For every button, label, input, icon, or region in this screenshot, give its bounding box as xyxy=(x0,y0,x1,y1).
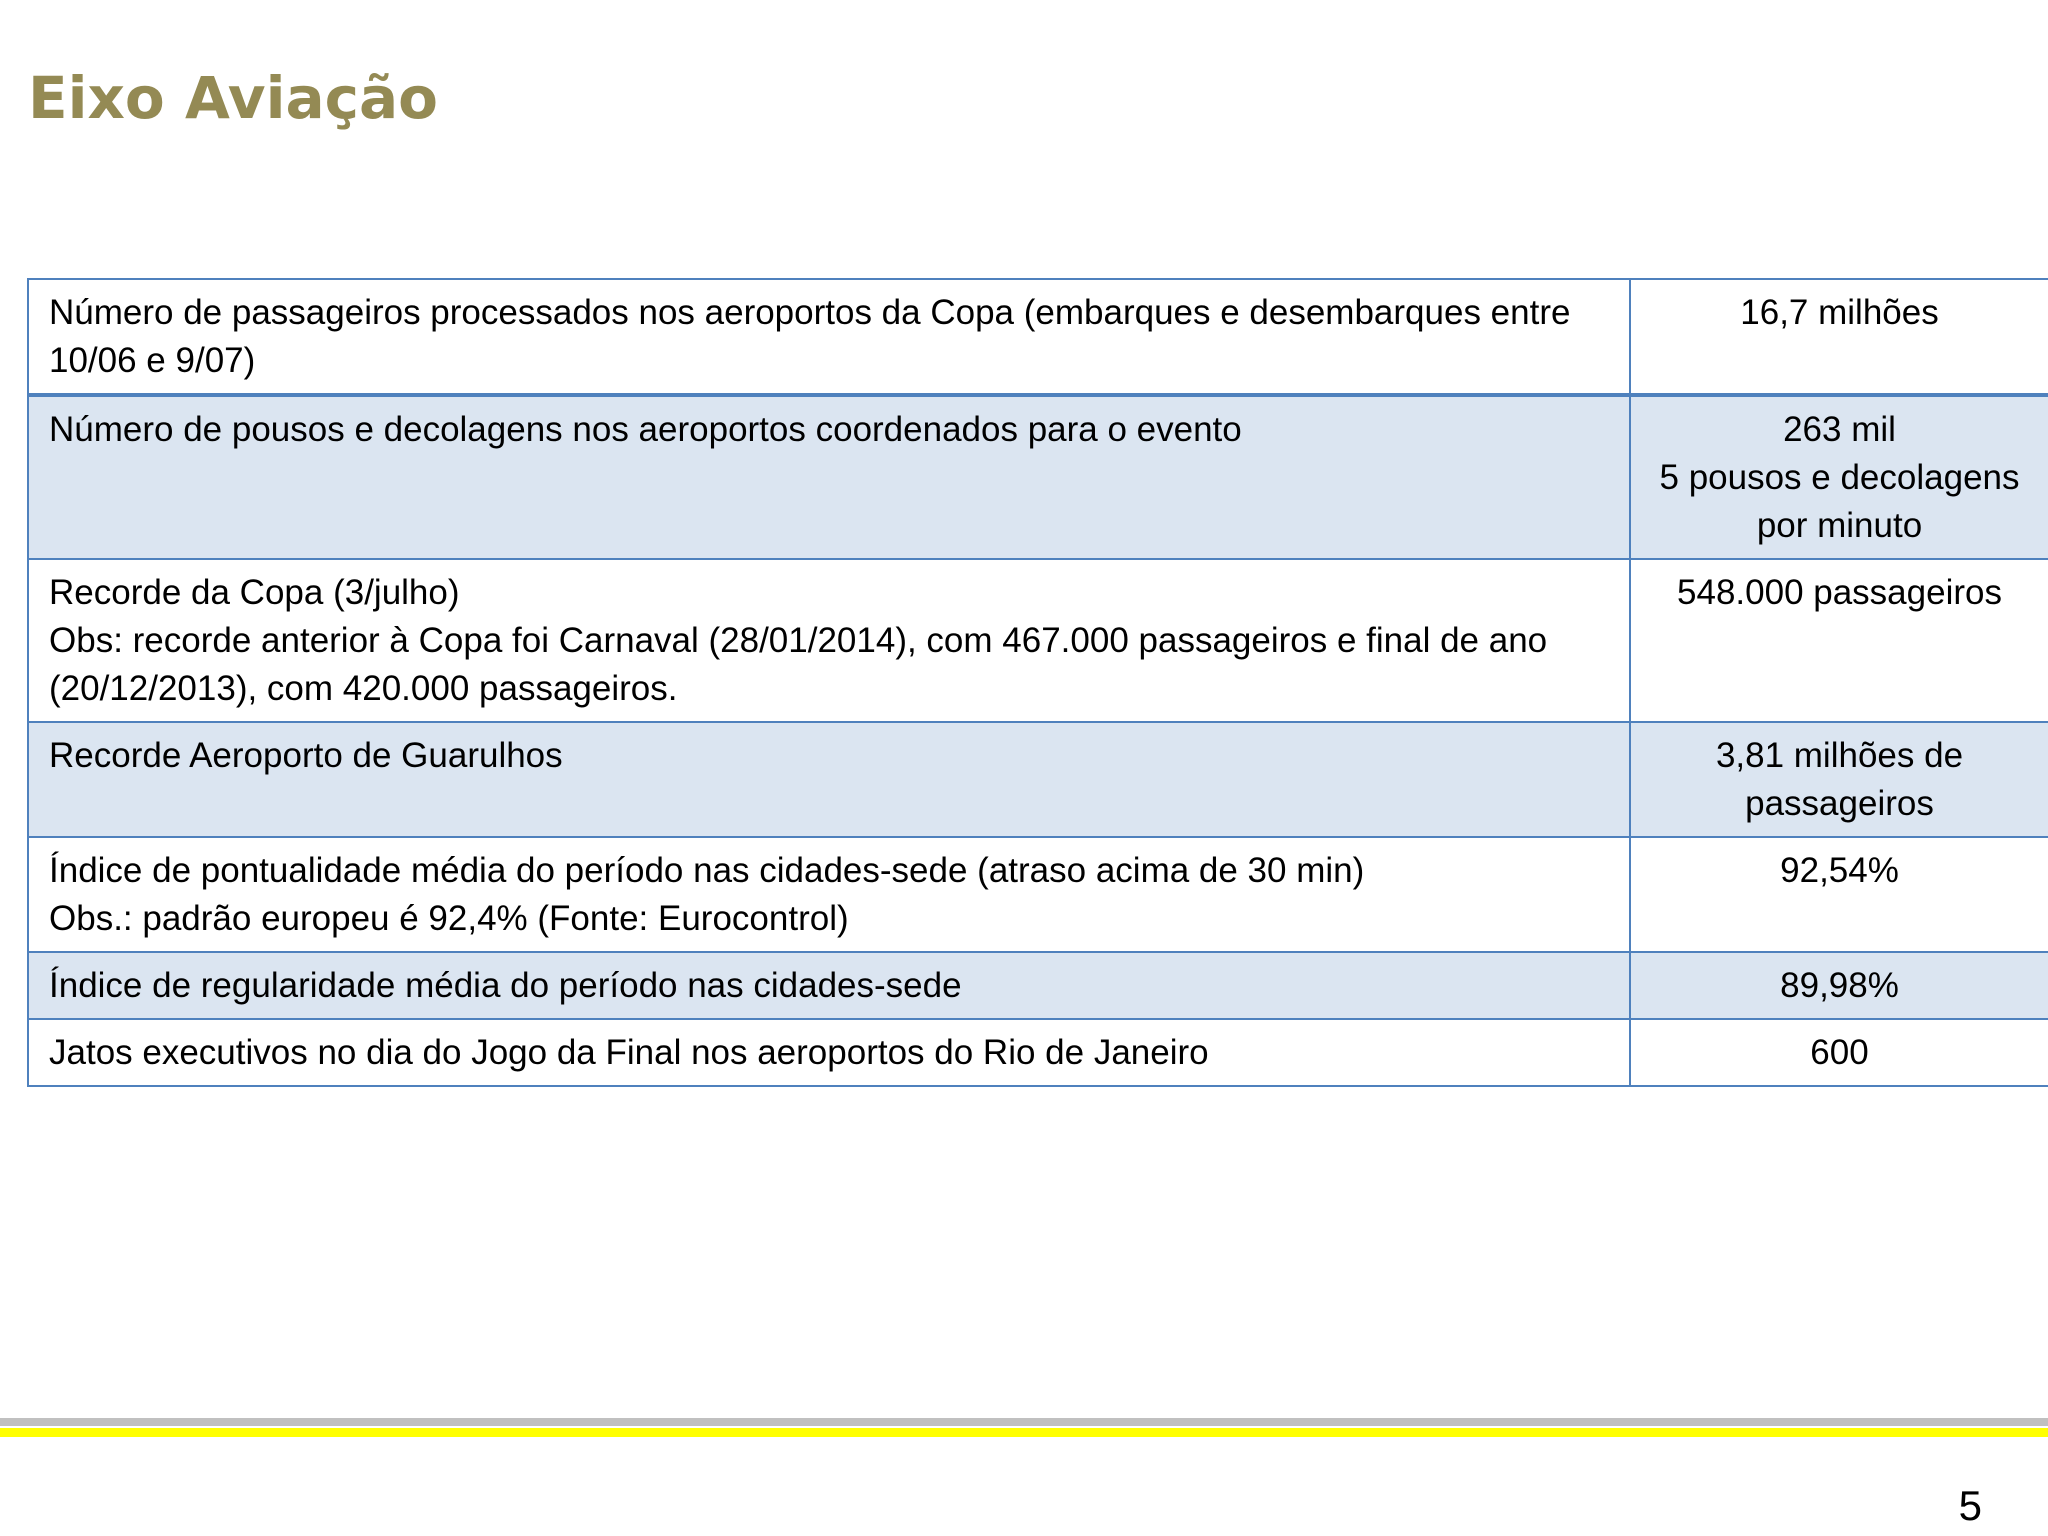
page-number: 5 xyxy=(1958,1482,1982,1529)
footer-divider-yellow xyxy=(0,1428,2048,1437)
row-value: 548.000 passageiros xyxy=(1630,559,2048,722)
row-description: Índice de regularidade média do período nas cidades-sede xyxy=(28,952,1630,1019)
row-description: Recorde da Copa (3/julho) Obs: recorde anterior à Copa foi Carnaval (28/01/2014), com 467.000 passageiros e final de ano (20/12/2013), com 420.000 passageiros. xyxy=(28,559,1630,722)
table-row xyxy=(28,279,2048,395)
table-row xyxy=(28,952,2048,1019)
table-row xyxy=(28,837,2048,952)
row-value: 16,7 milhões xyxy=(1630,279,2048,395)
table-row xyxy=(28,559,2048,722)
row-description: Recorde Aeroporto de Guarulhos xyxy=(28,722,1630,837)
slide-title: Eixo Aviação xyxy=(28,64,438,132)
footer-divider-gray xyxy=(0,1418,2048,1426)
row-description: Índice de pontualidade média do período nas cidades-sede (atraso acima de 30 min) Obs.: padrão europeu é 92,4% (Fonte: Eurocontrol) xyxy=(28,837,1630,952)
row-description: Número de passageiros processados nos aeroportos da Copa (embarques e desembarques entre 10/06 e 9/07) xyxy=(28,279,1630,395)
row-value: 3,81 milhões de passageiros xyxy=(1630,722,2048,837)
row-value: 263 mil 5 pousos e decolagens por minuto xyxy=(1630,395,2048,559)
row-description: Número de pousos e decolagens nos aeroportos coordenados para o evento xyxy=(28,395,1630,559)
row-description: Jatos executivos no dia do Jogo da Final nos aeroportos do Rio de Janeiro xyxy=(28,1019,1630,1086)
row-value: 89,98% xyxy=(1630,952,2048,1019)
table-row xyxy=(28,1019,2048,1086)
row-value: 600 xyxy=(1630,1019,2048,1086)
table-row xyxy=(28,395,2048,559)
table-row xyxy=(28,722,2048,837)
row-value: 92,54% xyxy=(1630,837,2048,952)
aviation-stats-table xyxy=(27,278,2048,1087)
